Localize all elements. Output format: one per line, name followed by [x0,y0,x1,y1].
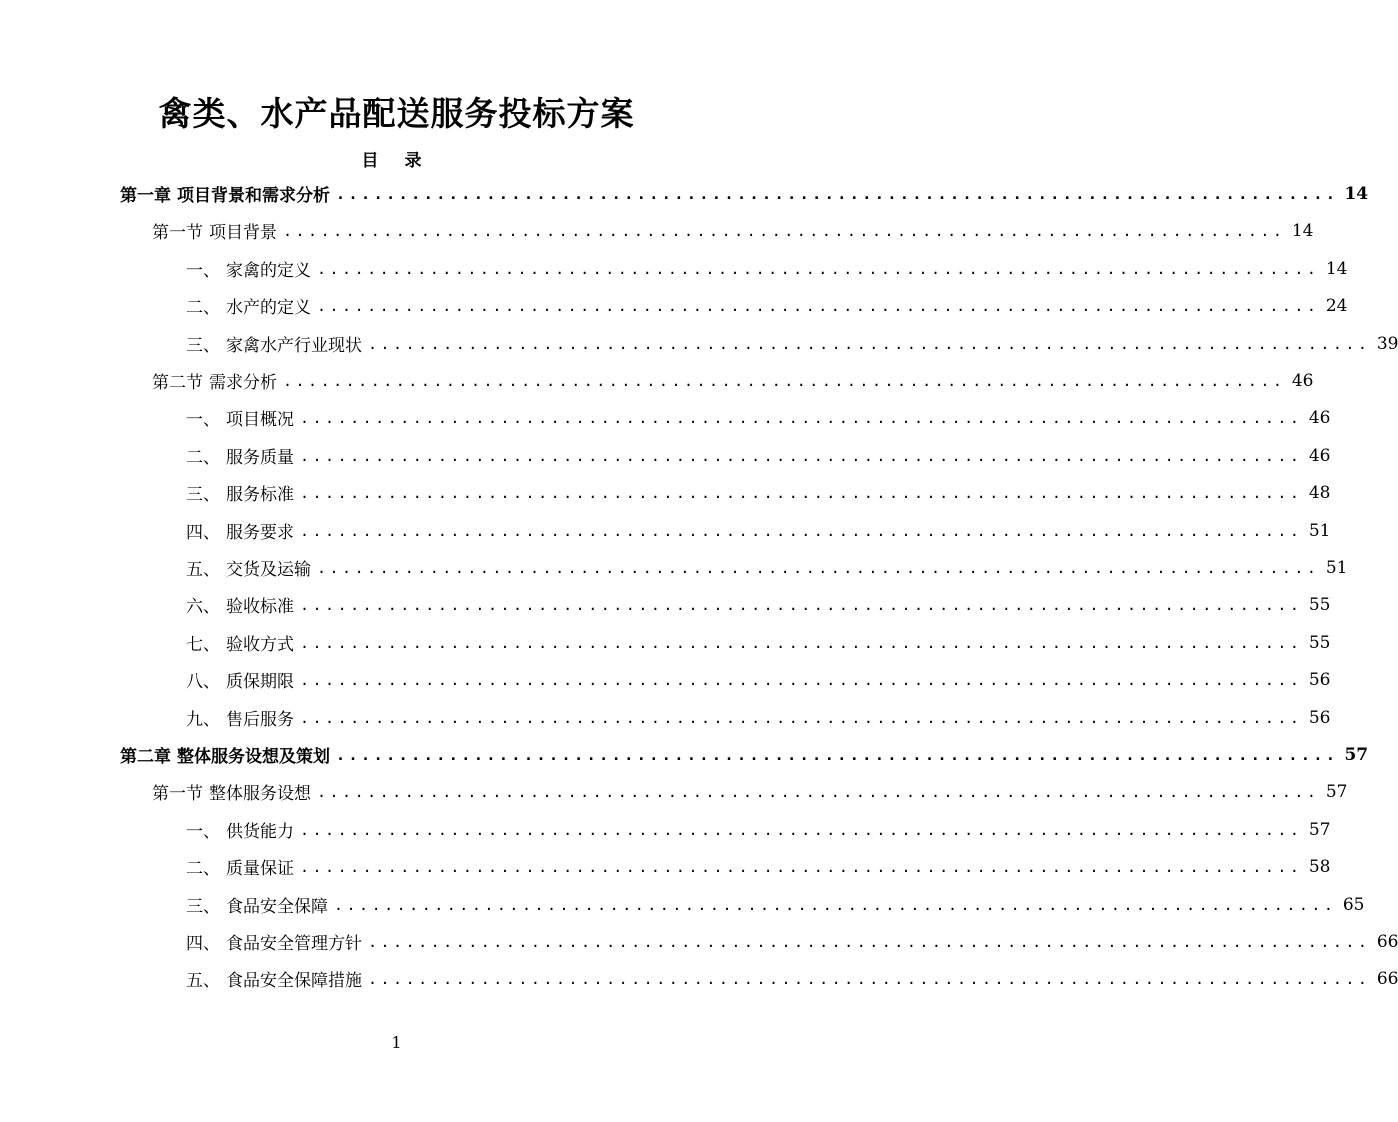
toc-leader-dots: ................................................................................ [368,932,1371,951]
toc-entry-page: 14 [1291,220,1314,241]
toc-chapter-entry[interactable] [120,736,1369,773]
toc-entry-number: 四、 [186,523,220,543]
toc-entry-page: 57 [1308,819,1331,840]
toc-entry-number: 第二节 [152,373,203,393]
toc-item-entry[interactable] [186,923,1398,960]
toc-entry-page: 48 [1308,482,1331,503]
toc-entry-label: 需求分析 [209,373,277,393]
toc-entry-label: 质保期限 [226,672,294,692]
toc-leader-dots: ................................................................................ [283,221,1286,240]
toc-leader-dots: ................................................................................ [368,969,1371,988]
toc-entry-page: 65 [1342,894,1365,915]
toc-entry-number: 第一节 [152,784,203,804]
toc-entry-page: 57 [1325,781,1348,802]
toc-entry-label: 项目背景和需求分析 [177,186,330,206]
toc-entry-label: 项目概况 [226,410,294,430]
toc-entry-page: 55 [1308,632,1331,653]
toc-leader-dots: ................................................................................ [317,782,1320,801]
toc-leader-dots: ................................................................................ [368,334,1371,353]
toc-entry-label: 家禽水产行业现状 [226,336,362,356]
toc-entry-label: 项目背景 [209,223,277,243]
toc-entry-page: 66 [1376,931,1398,952]
toc-leader-dots: ................................................................................ [300,820,1303,839]
toc-entry-number: 九、 [186,710,220,730]
toc-entry-page: 56 [1308,669,1331,690]
toc-entry-number: 四、 [186,934,220,954]
toc-leader-dots: ................................................................................ [283,371,1286,390]
toc-item-entry[interactable] [186,549,1348,586]
toc-entry-label: 服务标准 [226,485,294,505]
toc-entry-number: 三、 [186,485,220,505]
toc-item-entry[interactable] [186,811,1331,848]
toc-heading: 目 录 [361,151,432,171]
toc-entry-number: 二、 [186,448,220,468]
toc-item-entry[interactable] [186,960,1398,997]
toc-entry-number: 三、 [186,336,220,356]
toc-item-entry[interactable] [186,287,1348,324]
toc-item-entry[interactable] [186,886,1365,923]
toc-entry-label: 售后服务 [226,710,294,730]
toc-entry-label: 整体服务设想及策划 [177,747,330,767]
toc-entry-page: 58 [1308,856,1331,877]
toc-chapter-entry[interactable] [120,175,1369,212]
toc-item-entry[interactable] [186,848,1331,885]
toc-leader-dots: ................................................................................ [300,408,1303,427]
toc-entry-page: 39 [1376,333,1398,354]
toc-leader-dots: ................................................................................ [300,633,1303,652]
toc-leader-dots: ................................................................................ [300,483,1303,502]
toc-entry-label: 整体服务设想 [209,784,311,804]
toc-entry-number: 五、 [186,971,220,991]
toc-section-entry[interactable] [152,773,1348,810]
toc-entry-page: 24 [1325,295,1348,316]
toc-leader-dots: ................................................................................ [317,296,1320,315]
toc-item-entry[interactable] [186,699,1331,736]
toc-entry-label: 家禽的定义 [226,261,311,281]
toc-entry-page: 46 [1308,407,1331,428]
toc-entry-label: 食品安全保障措施 [226,971,362,991]
toc-section-entry[interactable] [152,212,1314,249]
toc-item-entry[interactable] [186,325,1398,362]
toc-leader-dots: ................................................................................ [317,558,1320,577]
toc-entry-number: 二、 [186,298,220,318]
toc-item-entry[interactable] [186,399,1331,436]
toc-entry-label: 验收标准 [226,597,294,617]
toc-entry-number: 第一节 [152,223,203,243]
toc-entry-label: 服务要求 [226,523,294,543]
page-number: 1 [391,1033,402,1052]
toc-entry-number: 一、 [186,261,220,281]
toc-entry-number: 八、 [186,672,220,692]
toc-entry-number: 一、 [186,410,220,430]
toc-section-entry[interactable] [152,362,1314,399]
toc-entry-number: 第二章 [120,747,171,767]
toc-entry-page: 14 [1344,183,1369,204]
toc-entry-number: 二、 [186,859,220,879]
toc-item-entry[interactable] [186,512,1331,549]
toc-entry-label: 质量保证 [226,859,294,879]
toc-leader-dots: ................................................................................ [300,670,1303,689]
toc-entry-page: 51 [1325,557,1348,578]
toc-entry-page: 14 [1325,258,1348,279]
toc-item-entry[interactable] [186,474,1331,511]
toc-entry-label: 食品安全管理方针 [226,934,362,954]
toc-leader-dots: ................................................................................ [317,259,1320,278]
toc-entry-number: 五、 [186,560,220,580]
toc-entry-label: 水产的定义 [226,298,311,318]
toc-entry-label: 交货及运输 [226,560,311,580]
toc-entry-label: 供货能力 [226,822,294,842]
document-title: 禽类、水产品配送服务投标方案 [158,94,635,133]
toc-entry-number: 一、 [186,822,220,842]
toc-item-entry[interactable] [186,624,1331,661]
toc-entry-page: 66 [1376,968,1398,989]
toc-entry-number: 六、 [186,597,220,617]
toc-item-entry[interactable] [186,437,1331,474]
toc-leader-dots: ................................................................................ [300,595,1303,614]
toc-entry-number: 三、 [186,897,220,917]
toc-leader-dots: ................................................................................ [300,857,1303,876]
toc-entry-page: 51 [1308,520,1331,541]
toc-leader-dots: ................................................................................ [336,745,1339,764]
toc-entry-number: 七、 [186,635,220,655]
toc-leader-dots: ................................................................................ [300,446,1303,465]
toc-entry-page: 56 [1308,707,1331,728]
toc-item-entry[interactable] [186,586,1331,623]
toc-entry-label: 验收方式 [226,635,294,655]
toc-entry-page: 55 [1308,594,1331,615]
toc-leader-dots: ................................................................................ [334,895,1337,914]
toc-entry-label: 食品安全保障 [226,897,328,917]
toc-leader-dots: ................................................................................ [300,708,1303,727]
toc-item-entry[interactable] [186,661,1331,698]
toc-item-entry[interactable] [186,250,1348,287]
toc-leader-dots: ................................................................................ [336,184,1339,203]
toc-entry-number: 第一章 [120,186,171,206]
toc-leader-dots: ................................................................................ [300,521,1303,540]
toc-entry-page: 57 [1344,744,1369,765]
toc-entry-page: 46 [1308,445,1331,466]
toc-entry-page: 46 [1291,370,1314,391]
toc-entry-label: 服务质量 [226,448,294,468]
